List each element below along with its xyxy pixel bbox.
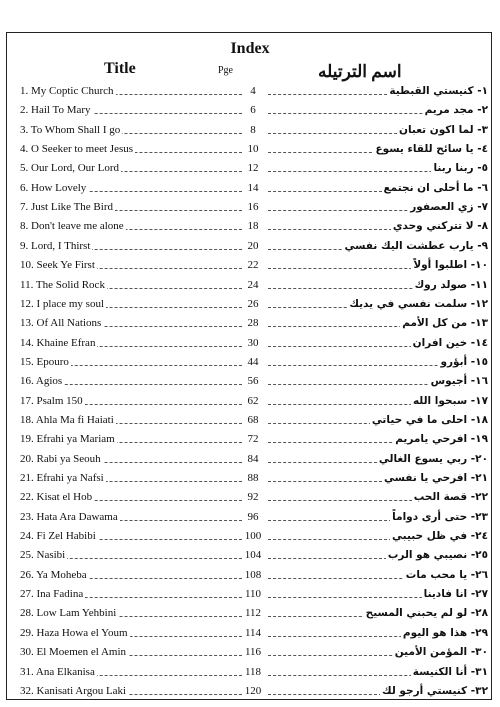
song-title-text: 26. Ya Moheba xyxy=(20,568,87,581)
song-title xyxy=(20,216,246,237)
page-number: 84 xyxy=(247,452,259,465)
song-title-text: 25. Nasibi xyxy=(20,549,66,562)
page-number: 114 xyxy=(244,626,262,639)
index-row xyxy=(16,565,488,586)
arabic-title xyxy=(262,197,488,218)
song-title-text: 2. Hail To Mary xyxy=(20,104,91,117)
song-title xyxy=(20,526,246,547)
arabic-title-text: ٦- ما أحلى ان نجتمع xyxy=(383,181,488,194)
arabic-title xyxy=(262,275,488,296)
arabic-title-text: ٢٩- هذا هو اليوم xyxy=(402,626,488,639)
index-row xyxy=(16,255,488,276)
arabic-title-text: ٢٨- لو لم يحبني المسيح xyxy=(365,607,488,620)
song-title xyxy=(20,371,246,392)
song-title xyxy=(20,545,246,566)
index-row xyxy=(16,371,488,392)
page-number: 62 xyxy=(247,394,259,407)
arabic-title xyxy=(262,623,488,644)
index-row xyxy=(16,352,488,373)
song-title xyxy=(20,468,246,489)
arabic-title xyxy=(262,333,488,354)
arabic-title xyxy=(262,662,488,683)
title-column-header: Title xyxy=(104,60,136,77)
song-title-text: 7. Just Like The Bird xyxy=(20,201,113,214)
index-row xyxy=(16,584,488,605)
song-title xyxy=(20,391,246,412)
page-column-header: Pge xyxy=(218,65,233,76)
song-title xyxy=(20,681,246,702)
song-title xyxy=(20,294,246,315)
index-row xyxy=(16,487,488,508)
arabic-title xyxy=(262,236,488,257)
index-heading: Index xyxy=(230,40,270,57)
page-number: 22 xyxy=(247,259,259,272)
arabic-title-text: ٩- يارب عطشت اليك نفسي xyxy=(344,239,488,252)
index-row xyxy=(16,391,488,412)
song-title xyxy=(20,603,246,624)
page-number: 8 xyxy=(250,123,256,136)
song-title-text: 3. To Whom Shall I go xyxy=(20,123,121,136)
arabic-title xyxy=(262,120,488,141)
song-title xyxy=(20,178,246,199)
arabic-title xyxy=(262,313,488,334)
song-title xyxy=(20,565,246,586)
index-row xyxy=(16,681,488,702)
page-number: 96 xyxy=(247,510,259,523)
index-row xyxy=(16,197,488,218)
index-row xyxy=(16,313,488,334)
song-title-text: 12. I place my soul xyxy=(20,297,105,310)
arabic-title xyxy=(262,584,488,605)
arabic-title-text: ١٧- سبحوا الله xyxy=(412,394,488,407)
song-title-text: 20. Rabi ya Seouh xyxy=(20,452,101,465)
song-title xyxy=(20,487,246,508)
index-row xyxy=(16,545,488,566)
page-number: 18 xyxy=(247,220,259,233)
song-title-text: 19. Efrahi ya Mariam xyxy=(20,433,115,446)
song-title-text: 31. Ana Elkanisa xyxy=(20,665,95,678)
arabic-title-text: ١٩- افرحي يامريم xyxy=(395,433,488,446)
arabic-title xyxy=(262,352,488,373)
page-number: 116 xyxy=(244,646,262,659)
arabic-title xyxy=(262,681,488,702)
arabic-title xyxy=(262,565,488,586)
arabic-title xyxy=(262,371,488,392)
arabic-title xyxy=(262,545,488,566)
index-row xyxy=(16,236,488,257)
page-number: 112 xyxy=(244,607,262,620)
arabic-title-text: ١٦- أجيوس xyxy=(430,375,488,388)
song-title-text: 27. Ina Fadina xyxy=(20,588,84,601)
arabic-title-text: ٢٤- في ظل حبيبي xyxy=(392,530,488,543)
index-row xyxy=(16,468,488,489)
page-number: 10 xyxy=(247,143,259,156)
song-title xyxy=(20,584,246,605)
song-title-text: 21. Efrahi ya Nafsi xyxy=(20,472,104,484)
song-title xyxy=(20,313,246,334)
arabic-title-text: ٢- مجد مريم xyxy=(424,104,488,117)
index-row xyxy=(16,275,488,296)
index-row xyxy=(16,507,488,528)
arabic-title-text: ٢٣- حتى أرى دواماً xyxy=(392,510,488,523)
arabic-title xyxy=(262,391,488,412)
arabic-title xyxy=(262,255,488,276)
song-title xyxy=(20,507,246,528)
song-title xyxy=(20,623,246,644)
arabic-title-text: ٢٠- ربي يسوع الغالي xyxy=(378,452,488,465)
song-title-text: 9. Lord, I Thirst xyxy=(20,239,91,252)
song-title-text: 14. Khaine Efran xyxy=(20,336,96,349)
arabic-title-text: ١١- صولد روك xyxy=(414,278,488,291)
arabic-title xyxy=(262,81,488,102)
arabic-title xyxy=(262,158,488,179)
page-number: 68 xyxy=(247,413,259,426)
index-row xyxy=(16,178,488,199)
arabic-title xyxy=(262,410,488,431)
arabic-title xyxy=(262,603,488,624)
arabic-title xyxy=(262,429,488,450)
page-number: 72 xyxy=(247,433,259,446)
song-title-text: 15. Epouro xyxy=(20,355,69,368)
arabic-title-text: ٢١- افرحي يا نفسي xyxy=(383,472,488,484)
arabic-title xyxy=(262,526,488,547)
index-row xyxy=(16,216,488,237)
page-number: 12 xyxy=(247,162,259,175)
song-title-text: 29. Haza Howa el Youm xyxy=(20,626,128,639)
song-title-text: 32. Kanisati Argou Laki xyxy=(20,684,127,697)
index-row xyxy=(16,410,488,431)
arabic-title-text: ٥- ربنا ربنا xyxy=(433,162,488,175)
arabic-title-text: ٣- لما اكون تعبان xyxy=(399,123,488,136)
arabic-title-text: ١٢- سلمت نفسي في يديك xyxy=(349,297,488,310)
song-title-text: 28. Low Lam Yehbini xyxy=(20,607,117,620)
arabic-title-text: ٢٧- انا فادينا xyxy=(423,588,488,601)
index-row xyxy=(16,294,488,315)
song-title xyxy=(20,449,246,470)
index-row xyxy=(16,449,488,470)
page-number: 44 xyxy=(247,355,259,368)
arabic-title-text: ٣٢- كنيستي أرجو لك xyxy=(382,684,488,697)
arabic-title-text: ١- كنيستي القبطية xyxy=(389,85,488,97)
page-number: 14 xyxy=(247,181,259,194)
arabic-title xyxy=(262,178,488,199)
song-title xyxy=(20,236,246,257)
page-number: 4 xyxy=(250,85,256,97)
page-number: 118 xyxy=(244,665,262,678)
arabic-title-text: ١٠- اطلبوا أولاً xyxy=(413,259,488,272)
arabic-title-text: ٨- لا تتركني وحدي xyxy=(392,220,488,233)
song-title-text: 6. How Lovely xyxy=(20,181,87,194)
index-row xyxy=(16,623,488,644)
song-title xyxy=(20,139,246,160)
arabic-title-text: ١٤- خين افران xyxy=(412,336,488,349)
song-title xyxy=(20,410,246,431)
index-row xyxy=(16,642,488,663)
song-title xyxy=(20,197,246,218)
song-title-text: 4. O Seeker to meet Jesus xyxy=(20,143,134,156)
arabic-title-text: ٢٦- يا محب مات xyxy=(405,568,488,581)
index-row xyxy=(16,139,488,160)
arabic-title xyxy=(262,487,488,508)
arabic-title-text: ٢٥- نصيبي هو الرب xyxy=(387,549,488,562)
arabic-title-text: ٤- يا سائح للقاء يسوع xyxy=(375,143,488,156)
arabic-title-text: ٣٠- المؤمن الأمين xyxy=(394,646,488,659)
page-number: 92 xyxy=(247,491,259,504)
page-number: 104 xyxy=(244,549,262,562)
index-row xyxy=(16,526,488,547)
song-title-text: 11. The Solid Rock xyxy=(20,278,105,291)
arabic-title xyxy=(262,642,488,663)
arabic-title-text: ٢٢- قصة الحب xyxy=(413,491,488,504)
song-title xyxy=(20,81,246,102)
song-title xyxy=(20,642,246,663)
song-title-text: 23. Hata Ara Dawama xyxy=(20,510,118,523)
song-title-text: 13. Of All Nations xyxy=(20,317,102,330)
page-number: 30 xyxy=(247,336,259,349)
page-number: 20 xyxy=(247,239,259,252)
index-row xyxy=(16,603,488,624)
song-title-text: 24. Fi Zel Habibi xyxy=(20,530,96,543)
song-title xyxy=(20,120,246,141)
song-title-text: 30. El Moemen el Amin xyxy=(20,646,127,659)
arabic-title xyxy=(262,216,488,237)
song-title-text: 16. Agios xyxy=(20,375,63,388)
index-row xyxy=(16,81,488,102)
arabic-title-text: ١٨- احلى ما في حياتي xyxy=(371,413,488,426)
arabic-title-text: ١٥- أبؤرو xyxy=(440,355,488,368)
song-title xyxy=(20,275,246,296)
song-title-text: 5. Our Lord, Our Lord xyxy=(20,162,119,175)
song-title-text: 8. Don't leave me alone xyxy=(20,220,124,233)
page-number: 100 xyxy=(244,530,262,543)
index-row xyxy=(16,120,488,141)
index-row xyxy=(16,158,488,179)
page-number: 28 xyxy=(247,317,259,330)
song-title-text: 22. Kisat el Hob xyxy=(20,491,93,504)
song-title xyxy=(20,333,246,354)
song-title-text: 10. Seek Ye First xyxy=(20,259,95,272)
arabic-title-text: ٣١- أنا الكنيسة xyxy=(412,665,488,678)
song-title-text: 17. Psalm 150 xyxy=(20,394,83,407)
song-title xyxy=(20,158,246,179)
arabic-title-text: ٧- زي العصفور xyxy=(410,201,488,214)
page-number: 108 xyxy=(244,568,262,581)
index-row xyxy=(16,429,488,450)
page-number: 6 xyxy=(250,104,256,117)
page-number: 16 xyxy=(247,201,259,214)
arabic-title xyxy=(262,449,488,470)
song-title xyxy=(20,100,246,121)
song-title xyxy=(20,255,246,276)
page-number: 26 xyxy=(247,297,259,310)
song-title-text: 1. My Coptic Church xyxy=(20,85,114,97)
song-title xyxy=(20,662,246,683)
arabic-title xyxy=(262,507,488,528)
page-number: 110 xyxy=(244,588,262,601)
arabic-title-column-header: اسم الترتيله xyxy=(318,62,402,81)
index-row xyxy=(16,100,488,121)
song-title-text: 18. Ahla Ma fi Haiati xyxy=(20,413,114,426)
page-number: 56 xyxy=(247,375,259,388)
arabic-title xyxy=(262,294,488,315)
arabic-title xyxy=(262,468,488,489)
arabic-title-text: ١٣- من كل الأمم xyxy=(402,317,488,330)
arabic-title xyxy=(262,139,488,160)
song-title xyxy=(20,429,246,450)
page-number: 24 xyxy=(247,278,259,291)
page-number: 120 xyxy=(244,684,262,697)
index-row xyxy=(16,662,488,683)
page-number: 88 xyxy=(247,472,259,484)
index-row xyxy=(16,333,488,354)
arabic-title xyxy=(262,100,488,121)
song-title xyxy=(20,352,246,373)
